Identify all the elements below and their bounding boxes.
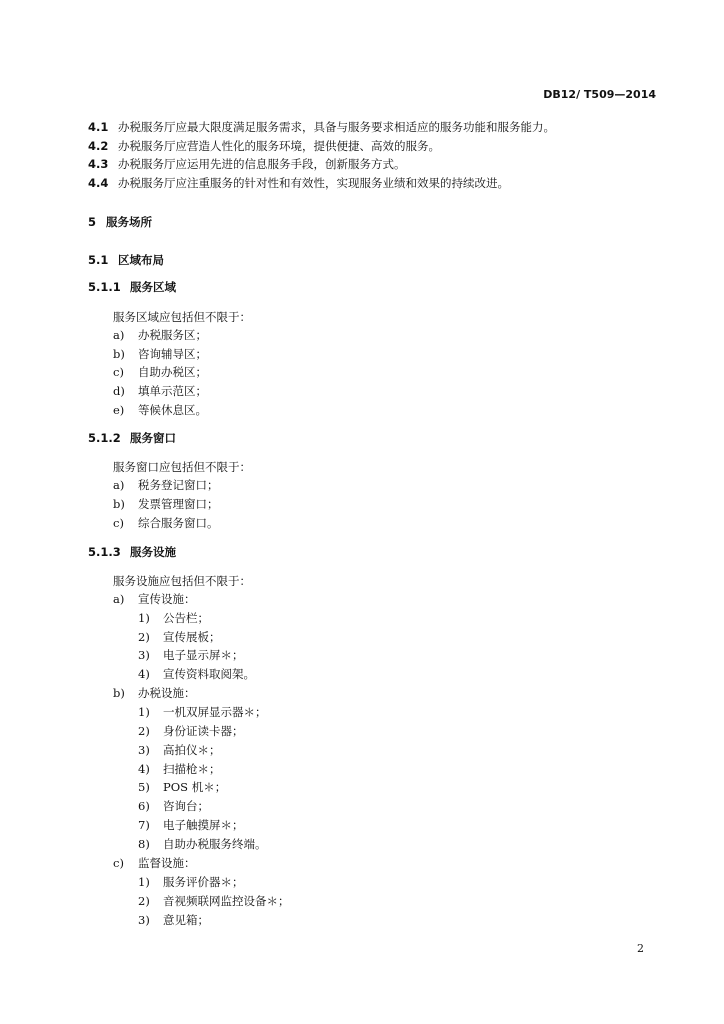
list-text: 宣传展板； bbox=[163, 630, 221, 644]
list-label: 6) bbox=[138, 799, 150, 813]
list-text: 咨询台； bbox=[163, 799, 209, 813]
section-number: 5.1.3 bbox=[88, 545, 121, 559]
section-number: 5.1.2 bbox=[88, 431, 121, 445]
list-label: 2) bbox=[138, 724, 150, 738]
sub-list-item bbox=[138, 705, 267, 719]
list-item bbox=[113, 328, 207, 342]
list-text: 电子显示屏＊； bbox=[163, 648, 244, 662]
clause-4-3 bbox=[88, 157, 406, 171]
list-text: 高拍仪＊； bbox=[163, 743, 221, 757]
list-label: a) bbox=[113, 328, 125, 342]
sub-list-item bbox=[138, 780, 226, 794]
list-text: 填单示范区； bbox=[138, 384, 207, 398]
paragraph-intro: 服务窗口应包括但不限于： bbox=[113, 460, 251, 474]
list-text: 身份证读卡器； bbox=[163, 724, 244, 738]
list-text: 宣传资料取阅架。 bbox=[163, 667, 255, 681]
list-label: c) bbox=[113, 516, 124, 530]
list-text: 服务评价器＊； bbox=[163, 875, 244, 889]
sub-list-item bbox=[138, 630, 221, 644]
list-label: a) bbox=[113, 478, 125, 492]
list-label: b) bbox=[113, 347, 125, 361]
list-text: 自助办税区； bbox=[138, 365, 207, 379]
list-label: 3) bbox=[138, 743, 150, 757]
clause-4-4 bbox=[88, 176, 509, 190]
list-text: 自助办税服务终端。 bbox=[163, 837, 267, 851]
sub-list-item bbox=[138, 724, 244, 738]
list-text: 等候休息区。 bbox=[138, 403, 207, 417]
list-text: 宣传设施： bbox=[138, 592, 196, 606]
list-label: c) bbox=[113, 365, 124, 379]
clause-number: 4.1 bbox=[88, 120, 109, 134]
list-label: b) bbox=[113, 497, 125, 511]
sub-list-item bbox=[138, 762, 221, 776]
section-title: 服务场所 bbox=[106, 215, 152, 229]
list-text: 意见箱； bbox=[163, 913, 209, 927]
document-id: DB12/ T509—2014 bbox=[543, 88, 656, 101]
list-label: 5) bbox=[138, 780, 150, 794]
list-label: 8) bbox=[138, 837, 150, 851]
sub-list-item bbox=[138, 894, 290, 908]
list-item bbox=[113, 384, 207, 398]
section-5-1-2-heading bbox=[88, 431, 176, 445]
list-label: a) bbox=[113, 592, 125, 606]
list-label: 2) bbox=[138, 894, 150, 908]
list-item bbox=[113, 403, 207, 417]
list-item bbox=[113, 686, 196, 700]
sub-list-item bbox=[138, 743, 221, 757]
list-item bbox=[113, 478, 219, 492]
list-text: 发票管理窗口； bbox=[138, 497, 219, 511]
list-label: 4) bbox=[138, 762, 150, 776]
list-item bbox=[113, 347, 207, 361]
list-text: 办税设施： bbox=[138, 686, 196, 700]
section-5-1-heading bbox=[88, 253, 164, 267]
list-text: 综合服务窗口。 bbox=[138, 516, 219, 530]
section-number: 5.1.1 bbox=[88, 280, 121, 294]
list-label: 3) bbox=[138, 913, 150, 927]
paragraph-intro: 服务区域应包括但不限于： bbox=[113, 310, 251, 324]
list-label: 3) bbox=[138, 648, 150, 662]
clause-text: 办税服务厅应最大限度满足服务需求，具备与服务要求相适应的服务功能和服务能力。 bbox=[118, 120, 555, 134]
list-label: 7) bbox=[138, 818, 150, 832]
section-title: 服务窗口 bbox=[130, 431, 176, 445]
list-label: d) bbox=[113, 384, 125, 398]
clause-text: 办税服务厅应运用先进的信息服务手段，创新服务方式。 bbox=[118, 157, 406, 171]
list-label: 1) bbox=[138, 611, 150, 625]
section-title: 服务区域 bbox=[130, 280, 176, 294]
list-label: 4) bbox=[138, 667, 150, 681]
list-item bbox=[113, 592, 196, 606]
sub-list-item bbox=[138, 875, 244, 889]
list-text: POS 机＊； bbox=[163, 780, 227, 794]
section-title: 区域布局 bbox=[118, 253, 164, 267]
page-number: 2 bbox=[637, 942, 644, 955]
list-label: 2) bbox=[138, 630, 150, 644]
list-label: 1) bbox=[138, 875, 150, 889]
sub-list-item bbox=[138, 799, 209, 813]
list-label: b) bbox=[113, 686, 125, 700]
sub-list-item bbox=[138, 837, 267, 851]
clause-4-1 bbox=[88, 120, 555, 134]
section-5-1-1-heading bbox=[88, 280, 176, 294]
section-number: 5 bbox=[88, 215, 97, 229]
list-text: 电子触摸屏＊； bbox=[163, 818, 244, 832]
list-label: e) bbox=[113, 403, 125, 417]
sub-list-item bbox=[138, 611, 209, 625]
list-text: 扫描枪＊； bbox=[163, 762, 221, 776]
clause-text: 办税服务厅应注重服务的针对性和有效性，实现服务业绩和效果的持续改进。 bbox=[118, 176, 509, 190]
sub-list-item bbox=[138, 818, 244, 832]
list-label: c) bbox=[113, 856, 124, 870]
list-text: 一机双屏显示器＊； bbox=[163, 705, 267, 719]
sub-list-item bbox=[138, 648, 244, 662]
sub-list-item bbox=[138, 667, 255, 681]
clause-number: 4.3 bbox=[88, 157, 109, 171]
list-text: 咨询辅导区； bbox=[138, 347, 207, 361]
list-text: 监督设施： bbox=[138, 856, 196, 870]
list-text: 公告栏； bbox=[163, 611, 209, 625]
clause-number: 4.2 bbox=[88, 139, 109, 153]
list-text: 税务登记窗口； bbox=[138, 478, 219, 492]
clause-number: 4.4 bbox=[88, 176, 109, 190]
list-item bbox=[113, 856, 196, 870]
section-number: 5.1 bbox=[88, 253, 109, 267]
list-item bbox=[113, 497, 219, 511]
clause-text: 办税服务厅应营造人性化的服务环境，提供便捷、高效的服务。 bbox=[118, 139, 440, 153]
section-title: 服务设施 bbox=[130, 545, 176, 559]
sub-list-item bbox=[138, 913, 209, 927]
paragraph-intro: 服务设施应包括但不限于： bbox=[113, 574, 251, 588]
section-5-1-3-heading bbox=[88, 545, 176, 559]
list-item bbox=[113, 365, 207, 379]
list-item bbox=[113, 516, 219, 530]
list-text: 办税服务区； bbox=[138, 328, 207, 342]
section-5-heading bbox=[88, 215, 152, 229]
list-label: 1) bbox=[138, 705, 150, 719]
list-text: 音视频联网监控设备＊； bbox=[163, 894, 290, 908]
clause-4-2 bbox=[88, 139, 440, 153]
